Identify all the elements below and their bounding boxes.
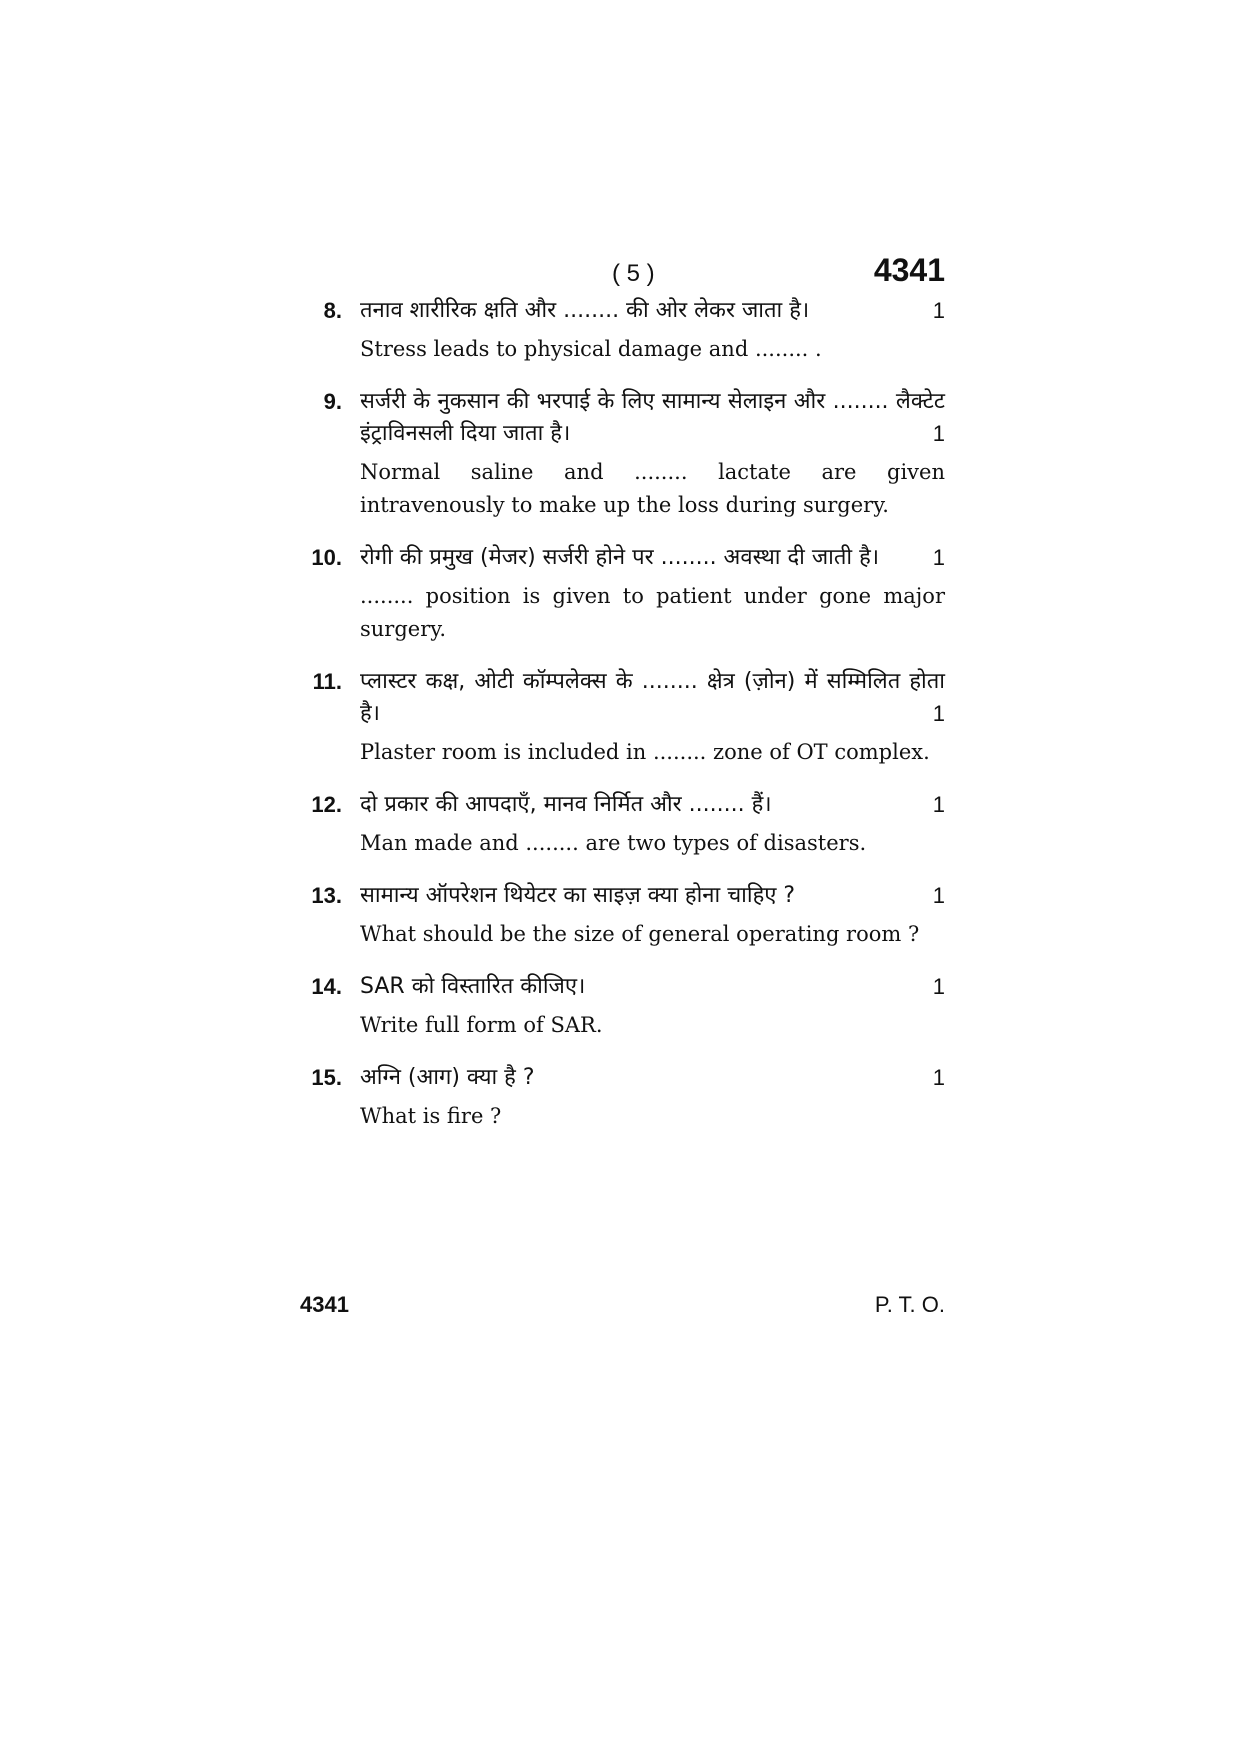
question-english-text: ........ position is given to patient under gone major surgery. (360, 584, 945, 641)
question-marks: 1 (932, 1065, 945, 1090)
question-number: 8. (323, 298, 342, 323)
question-item (300, 880, 945, 951)
question-number: 12. (311, 792, 342, 817)
question-hindi-text (360, 880, 945, 912)
question-english-text: Write full form of SAR. (360, 1013, 603, 1037)
hindi-text: SAR को विस्तारित कीजिए। (360, 974, 586, 999)
question-marks: 1 (932, 545, 945, 570)
question-item (300, 295, 945, 366)
question-marks: 1 (932, 421, 945, 446)
question-number: 15. (311, 1065, 342, 1090)
question-number: 11. (312, 669, 342, 694)
question-marks: 1 (932, 701, 945, 726)
question-marks: 1 (932, 974, 945, 999)
question-hindi-text (360, 789, 945, 821)
page-number: ( 5 ) (612, 260, 655, 287)
hindi-text: सर्जरी के नुकसान की भरपाई के लिए सामान्य सेलाइन और ........ लैक्टेट इंट्राविनसली दिया जाता है। (360, 389, 945, 446)
question-item (300, 789, 945, 860)
question-english-text: Normal saline and ........ lactate are given intravenously to make up the loss during surgery. (360, 460, 945, 517)
hindi-text: रोगी की प्रमुख (मेजर) सर्जरी होने पर ........ अवस्था दी जाती है। (360, 545, 880, 570)
question-number: 14. (311, 974, 342, 999)
page-footer (300, 1292, 945, 1322)
hindi-text: सामान्य ऑपरेशन थियेटर का साइज़ क्या होना चाहिए ? (360, 883, 796, 908)
question-item (300, 971, 945, 1042)
question-list (300, 295, 945, 1153)
question-english-text: What should be the size of general operating room ? (360, 922, 920, 946)
question-item (300, 542, 945, 646)
question-item (300, 1062, 945, 1133)
question-number: 9. (323, 389, 342, 414)
question-english-text: What is fire ? (360, 1104, 502, 1128)
hindi-text: अग्नि (आग) क्या है ? (360, 1065, 535, 1090)
paper-code-header: 4341 (873, 252, 945, 288)
hindi-text: प्लास्टर कक्ष, ओटी कॉम्पलेक्स के ........ क्षेत्र (ज़ोन) में सम्मिलित होता है। (360, 669, 945, 726)
question-english-text: Stress leads to physical damage and ........ . (360, 337, 822, 361)
pto-label: P. T. O. (874, 1292, 945, 1317)
question-english-text: Man made and ........ are two types of disasters. (360, 831, 867, 855)
question-item (300, 386, 945, 522)
question-number: 10. (311, 545, 342, 570)
page-header (300, 252, 945, 297)
question-item (300, 666, 945, 769)
paper-code-footer: 4341 (300, 1292, 349, 1317)
question-marks: 1 (932, 792, 945, 817)
question-marks: 1 (932, 298, 945, 323)
question-number: 13. (311, 883, 342, 908)
question-hindi-text (360, 1062, 945, 1094)
question-english-text: Plaster room is included in ........ zone of OT complex. (360, 740, 930, 764)
question-hindi-text (360, 386, 945, 450)
question-hindi-text (360, 971, 945, 1003)
hindi-text: दो प्रकार की आपदाएँ, मानव निर्मित और ........ हैं। (360, 792, 772, 817)
question-marks: 1 (932, 883, 945, 908)
question-hindi-text (360, 542, 945, 574)
question-hindi-text (360, 295, 945, 327)
question-hindi-text (360, 666, 945, 730)
hindi-text: तनाव शारीरिक क्षति और ........ की ओर लेकर जाता है। (360, 298, 810, 323)
